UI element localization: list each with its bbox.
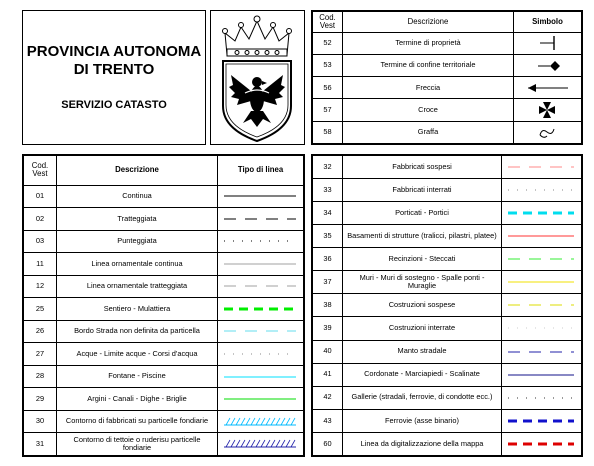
row-description: Bordo Strada non definita da particella xyxy=(57,320,218,343)
line-types-right xyxy=(312,155,582,456)
line-sample xyxy=(218,413,302,431)
row-description: Fabbricati interrati xyxy=(343,179,502,202)
row-description: Continua xyxy=(57,185,218,208)
table-row xyxy=(24,388,304,411)
table-row xyxy=(313,202,582,225)
row-description: Termine di confine territoriale xyxy=(343,55,514,77)
table-row xyxy=(313,363,582,386)
line-sample xyxy=(218,390,302,408)
row-description: Croce xyxy=(343,99,514,121)
line-sample xyxy=(218,277,302,295)
header-description: Descrizione xyxy=(343,12,514,33)
row-description: Fabbricati sospesi xyxy=(343,156,502,179)
row-line-sample xyxy=(502,156,582,179)
line-sample xyxy=(218,435,302,453)
table-row xyxy=(313,156,582,179)
table-row xyxy=(313,317,582,340)
row-line-sample xyxy=(502,340,582,363)
line-types-left xyxy=(23,155,304,456)
row-line-sample xyxy=(502,202,582,225)
row-description: Termine di proprietà xyxy=(343,32,514,54)
row-code: 26 xyxy=(24,320,57,343)
line-sample xyxy=(502,250,580,268)
table-row xyxy=(24,298,304,321)
line-sample xyxy=(218,232,302,250)
title-panel xyxy=(22,10,206,145)
row-code: 11 xyxy=(24,253,57,276)
symbols-table-panel xyxy=(311,10,583,145)
row-code: 57 xyxy=(313,99,343,121)
row-description: Freccia xyxy=(343,77,514,99)
row-line-sample xyxy=(218,320,304,343)
row-symbol xyxy=(514,121,582,143)
table-row xyxy=(24,253,304,276)
table-row xyxy=(313,409,582,432)
table-row xyxy=(313,386,582,409)
row-line-sample xyxy=(502,179,582,202)
line-sample xyxy=(502,181,580,199)
cross-icon xyxy=(514,101,580,119)
table-row xyxy=(24,275,304,298)
table-row xyxy=(313,271,582,294)
row-description: Contorno di fabbricati su particelle fondiarie xyxy=(57,410,218,433)
row-description: Punteggiata xyxy=(57,230,218,253)
row-symbol xyxy=(514,99,582,121)
row-description: Porticati - Portici xyxy=(343,202,502,225)
line-types-table-right xyxy=(311,154,583,457)
row-code: 36 xyxy=(313,248,343,271)
table-row xyxy=(313,32,582,54)
row-description: Graffa xyxy=(343,121,514,143)
line-sample xyxy=(502,412,580,430)
row-description: Fontane - Piscine xyxy=(57,365,218,388)
row-description: Sentiero - Mulattiera xyxy=(57,298,218,321)
coat-of-arms-icon xyxy=(211,11,304,144)
table-row xyxy=(24,230,304,253)
table-row xyxy=(24,320,304,343)
line-sample xyxy=(218,255,302,273)
table-row xyxy=(24,365,304,388)
row-description: Linea ornamentale tratteggiata xyxy=(57,275,218,298)
row-code: 39 xyxy=(313,317,343,340)
row-code: 32 xyxy=(313,156,343,179)
row-description: Recinzioni - Steccati xyxy=(343,248,502,271)
table-row xyxy=(313,225,582,248)
line-sample xyxy=(502,296,580,314)
row-code: 58 xyxy=(313,121,343,143)
row-code: 30 xyxy=(24,410,57,433)
row-line-sample xyxy=(218,208,304,231)
row-code: 28 xyxy=(24,365,57,388)
row-description: Ferrovie (asse binario) xyxy=(343,409,502,432)
header-code: Cod. Vest xyxy=(313,12,343,33)
row-code: 38 xyxy=(313,294,343,317)
table-row xyxy=(24,343,304,366)
line-sample xyxy=(502,319,580,337)
line-sample xyxy=(218,368,302,386)
row-line-sample xyxy=(218,410,304,433)
row-line-sample xyxy=(218,298,304,321)
row-code: 34 xyxy=(313,202,343,225)
row-code: 33 xyxy=(313,179,343,202)
row-code: 60 xyxy=(313,432,343,455)
row-line-sample xyxy=(502,271,582,294)
service-subtitle: SERVIZIO CATASTO xyxy=(61,99,167,111)
row-description: Tratteggiata xyxy=(57,208,218,231)
row-code: 25 xyxy=(24,298,57,321)
symbols-table xyxy=(312,11,582,144)
table-row xyxy=(313,432,582,455)
row-description: Linea da digitalizzazione della mappa xyxy=(343,432,502,455)
crest-panel xyxy=(210,10,305,145)
row-line-sample xyxy=(218,185,304,208)
row-line-sample xyxy=(502,363,582,386)
row-code: 12 xyxy=(24,275,57,298)
row-line-sample xyxy=(218,230,304,253)
table-row xyxy=(24,410,304,433)
table-row xyxy=(313,179,582,202)
table-row xyxy=(313,121,582,143)
table-row xyxy=(313,294,582,317)
arrow-icon xyxy=(514,79,580,97)
line-sample xyxy=(502,435,580,453)
row-code: 52 xyxy=(313,32,343,54)
row-code: 56 xyxy=(313,77,343,99)
row-description: Manto stradale xyxy=(343,340,502,363)
row-code: 02 xyxy=(24,208,57,231)
line-sample xyxy=(218,322,302,340)
row-symbol xyxy=(514,55,582,77)
symbols-table-header xyxy=(313,12,582,33)
row-line-sample xyxy=(502,225,582,248)
row-line-sample xyxy=(502,432,582,455)
header-code: Cod. Vest xyxy=(24,156,57,186)
row-code: 43 xyxy=(313,409,343,432)
table-row xyxy=(313,99,582,121)
line-sample xyxy=(218,210,302,228)
table-row xyxy=(24,433,304,456)
row-code: 31 xyxy=(24,433,57,456)
header-symbol: Simbolo xyxy=(514,12,582,33)
line-sample xyxy=(502,158,580,176)
row-line-sample xyxy=(502,317,582,340)
row-code: 37 xyxy=(313,271,343,294)
row-line-sample xyxy=(218,433,304,456)
line-sample xyxy=(218,187,302,205)
line-sample xyxy=(502,227,580,245)
table-row xyxy=(24,208,304,231)
table-row xyxy=(313,55,582,77)
territorial-boundary-marker-icon xyxy=(514,57,580,75)
row-description: Gallerie (stradali, ferrovie, di condotte ecc.) xyxy=(343,386,502,409)
row-description: Basamenti di strutture (tralicci, pilastri, platee) xyxy=(343,225,502,248)
row-description: Argini - Canali - Dighe - Briglie xyxy=(57,388,218,411)
line-sample xyxy=(502,343,580,361)
row-line-sample xyxy=(218,343,304,366)
table-row xyxy=(313,248,582,271)
row-line-sample xyxy=(218,275,304,298)
row-code: 03 xyxy=(24,230,57,253)
line-types-table-left xyxy=(22,154,305,457)
table-row xyxy=(313,77,582,99)
brace-icon xyxy=(514,123,580,141)
row-code: 53 xyxy=(313,55,343,77)
line-sample xyxy=(502,366,580,384)
row-code: 29 xyxy=(24,388,57,411)
row-code: 35 xyxy=(313,225,343,248)
table-row xyxy=(313,340,582,363)
row-line-sample xyxy=(218,388,304,411)
row-symbol xyxy=(514,77,582,99)
line-sample xyxy=(502,389,580,407)
row-code: 40 xyxy=(313,340,343,363)
province-title-line2: DI TRENTO xyxy=(73,61,155,78)
row-line-sample xyxy=(218,365,304,388)
line-sample xyxy=(502,204,580,222)
row-line-sample xyxy=(502,248,582,271)
table-row xyxy=(24,185,304,208)
line-table-header xyxy=(24,156,304,186)
property-boundary-marker-icon xyxy=(514,34,580,52)
line-sample xyxy=(502,273,580,291)
row-symbol xyxy=(514,32,582,54)
row-code: 27 xyxy=(24,343,57,366)
row-description: Muri - Muri di sostegno - Spalle ponti - Muraglie xyxy=(343,271,502,294)
row-line-sample xyxy=(502,294,582,317)
row-line-sample xyxy=(218,253,304,276)
header-description: Descrizione xyxy=(57,156,218,186)
province-title xyxy=(23,43,205,79)
row-description: Linea ornamentale continua xyxy=(57,253,218,276)
line-sample xyxy=(218,345,302,363)
row-code: 01 xyxy=(24,185,57,208)
province-title-line1: PROVINCIA AUTONOMA xyxy=(26,43,202,60)
row-description: Contorno di tettoie o ruderisu particelle fondiarie xyxy=(57,433,218,456)
row-line-sample xyxy=(502,409,582,432)
row-description: Cordonate - Marciapiedi - Scalinate xyxy=(343,363,502,386)
header-line-type: Tipo di linea xyxy=(218,156,304,186)
row-description: Acque - Limite acque - Corsi d'acqua xyxy=(57,343,218,366)
row-description: Costruzioni interrate xyxy=(343,317,502,340)
row-line-sample xyxy=(502,386,582,409)
line-sample xyxy=(218,300,302,318)
row-code: 42 xyxy=(313,386,343,409)
row-code: 41 xyxy=(313,363,343,386)
row-description: Costruzioni sospese xyxy=(343,294,502,317)
